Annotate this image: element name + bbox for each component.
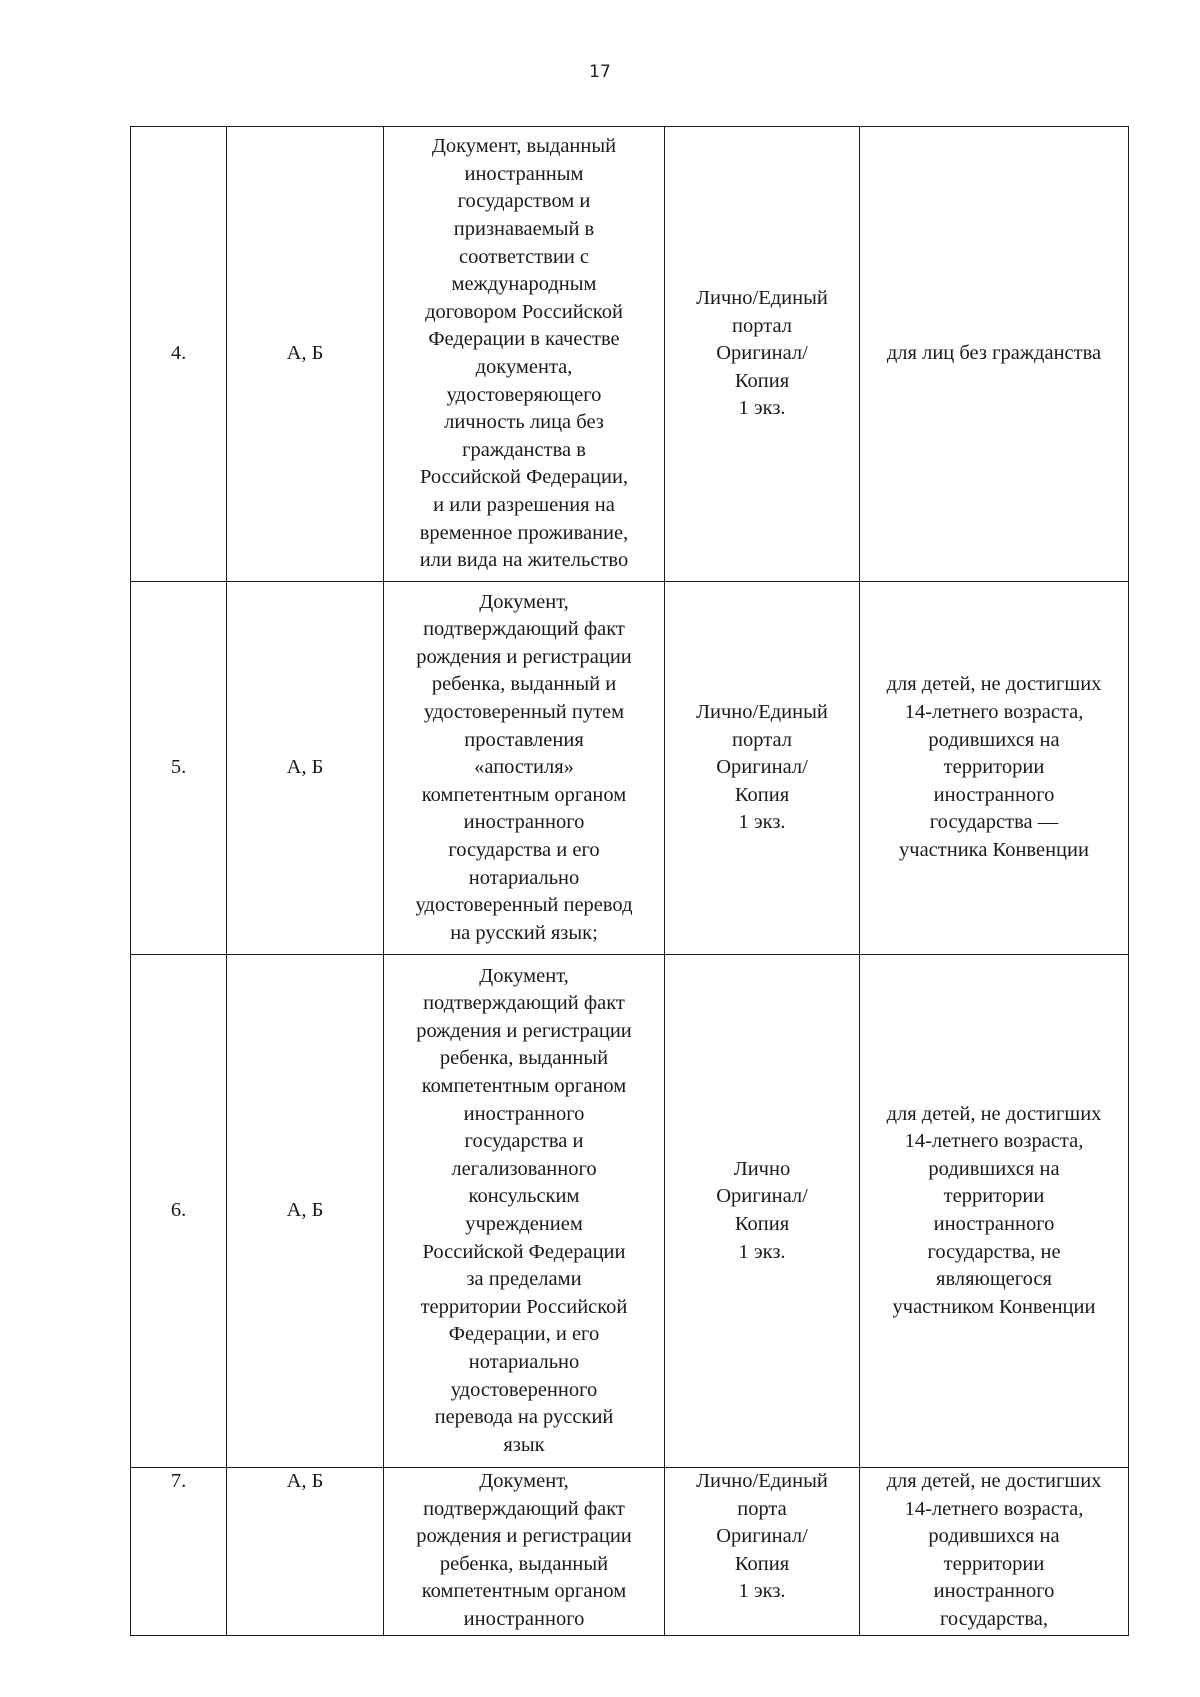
submission-cell-line: 1 экз.: [738, 811, 786, 834]
submission-cell-line: 1 экз.: [738, 1580, 786, 1603]
category-cell: А, Б: [227, 1468, 384, 1636]
note-cell: [860, 127, 1129, 582]
document-cell-line: государства и его: [448, 838, 600, 861]
submission-cell-line: Лично: [733, 1157, 791, 1180]
document-cell-line: на русский язык;: [450, 921, 598, 944]
submission-cell-line: Оригинал/: [716, 1525, 808, 1548]
documents-table-body: [131, 127, 1129, 1636]
submission-cell-line: Оригинал/: [716, 1185, 808, 1208]
document-cell-line: и или разрешения на: [433, 493, 615, 516]
category-cell: А, Б: [227, 582, 384, 955]
submission-cell-line: портал: [732, 314, 792, 337]
submission-cell-line: Копия: [734, 783, 790, 806]
document-cell-line: «апостиля»: [474, 756, 574, 779]
document-cell-line: документа,: [475, 356, 573, 378]
document-cell-line: ребенка, выданный: [439, 1047, 609, 1070]
document-cell-line: гражданства в: [462, 438, 586, 461]
row-number: 6.: [131, 955, 227, 1468]
document-cell-line: удостоверенный перевод: [415, 894, 633, 917]
document-cell-line: проставления: [464, 728, 584, 751]
note-cell-line: для детей, не достигших: [886, 1470, 1102, 1492]
document-cell-line: признаваемый в: [453, 218, 595, 241]
note-cell-line: государства,: [940, 1607, 1048, 1630]
document-cell-line: Документ,: [479, 590, 569, 613]
document-cell-line: государства и: [464, 1130, 584, 1153]
submission-cell-line: Лично/Единый: [696, 1470, 828, 1492]
documents-table: [130, 126, 1129, 1636]
note-cell-line: 14-летнего возраста,: [904, 701, 1084, 724]
document-cell: [384, 127, 665, 582]
submission-cell-line: портал: [732, 728, 792, 751]
note-cell-line: для детей, не достигших: [886, 1102, 1102, 1125]
note-cell-line: родившихся на: [928, 1525, 1060, 1548]
submission-cell-line: Копия: [734, 1552, 790, 1575]
note-cell-line: 14-летнего возраста,: [904, 1497, 1084, 1520]
note-cell-line: участником Конвенции: [892, 1295, 1096, 1318]
row-number: 4.: [131, 127, 227, 582]
document-cell-line: международным: [451, 273, 597, 296]
submission-cell: [665, 1468, 860, 1636]
table-row: [131, 582, 1129, 955]
document-cell: [384, 955, 665, 1468]
submission-cell-line: Лично/Единый: [696, 287, 828, 310]
note-cell-line: государства, не: [927, 1240, 1061, 1263]
document-cell-line: Российской Федерации,: [419, 466, 629, 489]
document-cell-line: иностранного: [463, 811, 585, 834]
document-cell-line: консульским: [468, 1185, 580, 1208]
document-cell-line: Документ, выданный: [431, 135, 617, 158]
document-cell-line: подтверждающий факт: [423, 618, 625, 641]
document-cell-line: учреждением: [465, 1213, 583, 1235]
document-cell-line: удостоверенного: [450, 1378, 598, 1401]
document-cell-line: иностранного: [463, 1102, 585, 1125]
note-cell: [860, 1468, 1129, 1636]
submission-cell: [665, 127, 860, 582]
note-cell-line: иностранного: [933, 1213, 1055, 1235]
document-cell-line: язык: [503, 1433, 545, 1456]
document-cell-line: подтверждающий факт: [423, 992, 625, 1015]
document-cell-line: государством и: [457, 190, 591, 213]
submission-cell-line: Копия: [734, 1213, 790, 1235]
note-cell-line: государства —: [929, 811, 1059, 834]
page-number: 17: [589, 62, 611, 82]
document-cell-line: удостоверяющего: [446, 383, 602, 406]
document-cell-line: Документ,: [479, 1470, 569, 1492]
submission-cell-line: порта: [737, 1497, 787, 1520]
submission-cell: [665, 582, 860, 955]
note-cell: [860, 582, 1129, 955]
note-cell-line: родившихся на: [928, 728, 1060, 751]
document-cell-line: территории Российской: [420, 1295, 628, 1318]
submission-cell-line: Оригинал/: [716, 342, 808, 365]
document-cell-line: перевода на русский: [434, 1406, 614, 1429]
category-cell: А, Б: [227, 127, 384, 582]
document-cell-line: Федерации, и его: [448, 1323, 600, 1346]
document-cell-line: нотариально: [468, 866, 580, 889]
document-cell-line: за пределами: [466, 1268, 582, 1291]
document-cell-line: иностранным: [464, 162, 584, 185]
note-cell-line: родившихся на: [928, 1157, 1060, 1180]
note-cell-line: иностранного: [933, 783, 1055, 806]
submission-cell-line: Копия: [734, 369, 790, 392]
submission-cell-line: 1 экз.: [738, 1240, 786, 1263]
row-number: 5.: [131, 582, 227, 955]
note-cell-line: территории: [943, 1552, 1045, 1575]
document-cell: [384, 1468, 665, 1636]
document-cell-line: компетентным органом: [421, 1075, 627, 1098]
document-cell-line: соответствии с: [458, 245, 590, 268]
note-cell-line: территории: [943, 756, 1045, 779]
submission-cell-line: Оригинал/: [716, 756, 808, 779]
note-cell: [860, 955, 1129, 1468]
document-cell-line: удостоверенный путем: [423, 701, 625, 724]
submission-cell-line: 1 экз.: [738, 397, 786, 420]
document-cell-line: ребенка, выданный и: [431, 673, 617, 696]
note-cell-line: территории: [943, 1185, 1045, 1208]
note-cell-line: участника Конвенции: [899, 838, 1089, 861]
table-row: [131, 127, 1129, 582]
row-number: 7.: [131, 1468, 227, 1636]
note-cell-line: для детей, не достигших: [886, 673, 1102, 696]
document-cell-line: компетентным органом: [421, 1580, 627, 1603]
document-cell-line: или вида на жительство: [419, 549, 629, 572]
submission-cell: [665, 955, 860, 1468]
document-cell-line: рождения и регистрации: [416, 1525, 632, 1548]
document-cell-line: нотариально: [468, 1350, 580, 1373]
document-cell-line: рождения и регистрации: [416, 645, 632, 668]
document-cell-line: иностранного: [463, 1607, 585, 1630]
document-cell-line: личность лица без: [444, 411, 604, 434]
note-cell-line: 14-летнего возраста,: [904, 1130, 1084, 1153]
document-cell-line: компетентным органом: [421, 783, 627, 806]
document-cell: [384, 582, 665, 955]
document-cell-line: Российской Федерации: [422, 1240, 626, 1263]
category-cell: А, Б: [227, 955, 384, 1468]
table-row: [131, 1468, 1129, 1636]
document-cell-line: договором Российской: [425, 300, 623, 323]
document-cell-line: ребенка, выданный: [439, 1552, 609, 1575]
document-cell-line: легализованного: [451, 1157, 597, 1180]
note-cell-line: для лиц без гражданства: [886, 342, 1102, 365]
document-cell-line: Федерации в качестве: [428, 328, 620, 351]
document-cell-line: Документ,: [479, 964, 569, 987]
submission-cell-line: Лично/Единый: [696, 701, 828, 724]
document-cell-line: рождения и регистрации: [416, 1019, 632, 1042]
document-cell-line: подтверждающий факт: [423, 1497, 625, 1520]
note-cell-line: иностранного: [933, 1580, 1055, 1603]
table-row: [131, 955, 1129, 1468]
document-cell-line: временное проживание,: [419, 521, 629, 544]
note-cell-line: являющегося: [936, 1268, 1052, 1291]
